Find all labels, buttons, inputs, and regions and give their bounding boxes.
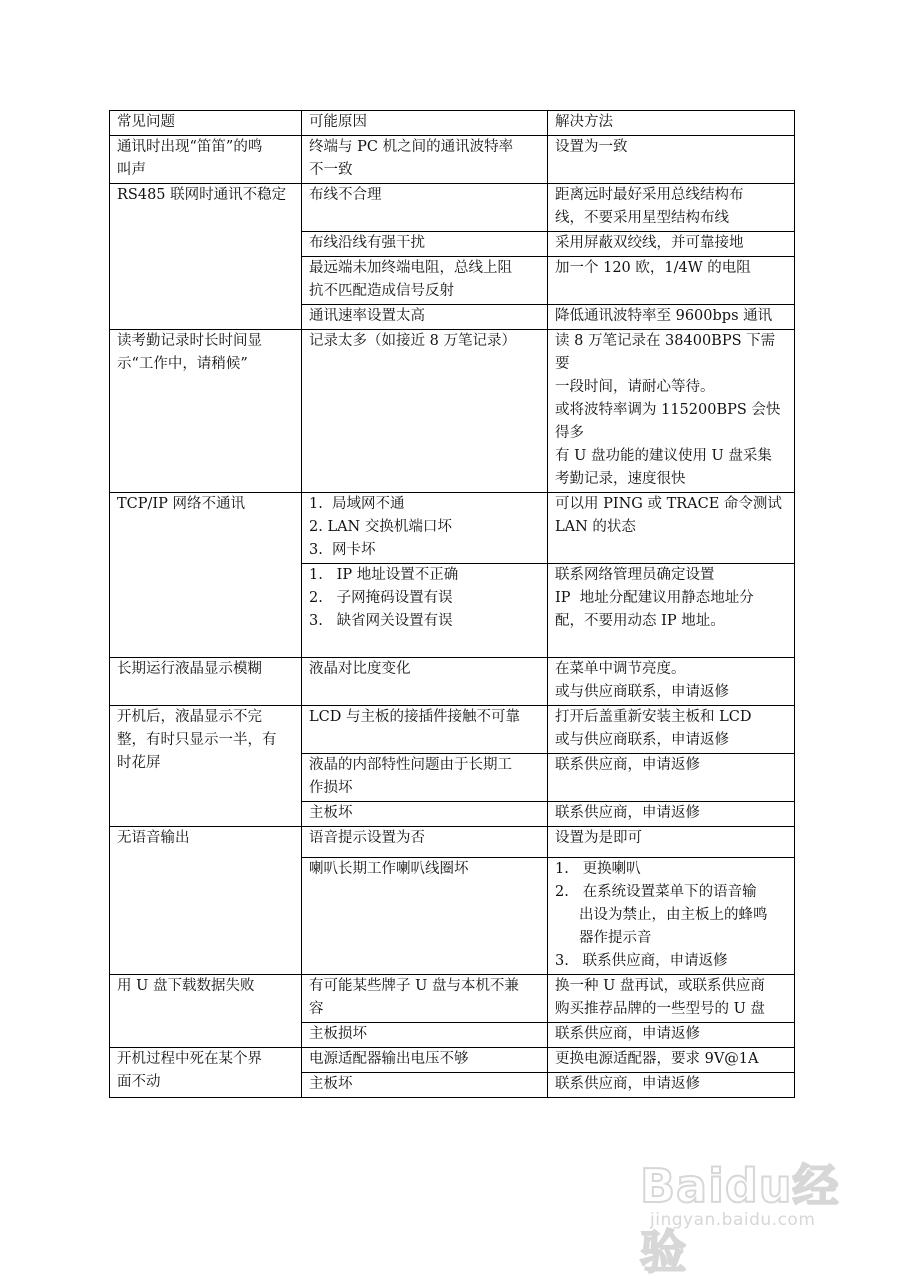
problem-text: 无语音输出 (117, 830, 190, 846)
cause-text: 不一致 (309, 162, 353, 178)
cause-cell (302, 330, 548, 493)
solution-text: 联系供应商，申请返修 (555, 1026, 700, 1042)
solution-text: 打开后盖重新安装主板和 LCD (555, 709, 752, 725)
table-row (110, 706, 795, 754)
solution-text: 读 8 万笔记录在 38400BPS 下需要 (555, 333, 776, 372)
cause-text: 主板坏 (309, 1076, 353, 1092)
table-row (110, 827, 795, 858)
solution-text: 加一个 120 欧，1/4W 的电阻 (555, 260, 751, 276)
cause-text: 1. IP 地址设置不正确 (309, 567, 459, 583)
problem-cell (110, 975, 302, 1048)
solution-text: 联系供应商，申请返修 (555, 757, 700, 773)
solution-cell (548, 1048, 795, 1073)
solution-text: 有 U 盘功能的建议使用 U 盘采集 (555, 448, 772, 464)
solution-text: 联系供应商，申请返修 (555, 1076, 700, 1092)
problem-cell (110, 136, 302, 184)
solution-text: IP 地址分配建议用静态地址分 (555, 590, 754, 606)
cause-text: 液晶对比度变化 (309, 661, 411, 677)
solution-text: 在菜单中调节亮度。 (555, 661, 686, 677)
watermark-url: jingyan.baidu.com (650, 1210, 816, 1230)
solution-cell (548, 305, 795, 330)
solution-cell (548, 136, 795, 184)
table-row (110, 330, 795, 493)
solution-cell (548, 330, 795, 493)
solution-text: 距离远时最好采用总线结构布 (555, 187, 744, 203)
cause-text: 主板坏 (309, 805, 353, 821)
cause-text: 布线沿线有强干扰 (309, 235, 425, 251)
solution-text: 联系供应商，申请返修 (555, 805, 700, 821)
cause-cell (302, 802, 548, 827)
table-row (110, 493, 795, 564)
solution-cell (548, 975, 795, 1023)
header-solution: 解决方法 (548, 111, 795, 136)
cause-text: 有可能某些牌子 U 盘与本机不兼 (309, 978, 519, 994)
cause-text: 作损坏 (309, 780, 353, 796)
solution-text: 换一种 U 盘再试，或联系供应商 (555, 978, 765, 994)
cause-text: 3. 缺省网关设置有误 (309, 613, 453, 629)
baidu-jingyan-watermark (640, 1150, 880, 1279)
solution-text: 或与供应商联系，申请返修 (555, 684, 729, 700)
table-row (110, 975, 795, 1023)
cause-text: 1. 局域网不通 (309, 496, 405, 512)
solution-cell (548, 827, 795, 858)
solution-text: 出设为禁止，由主板上的蜂鸣 (579, 907, 768, 923)
cause-cell (302, 754, 548, 802)
cause-cell (302, 1073, 548, 1098)
solution-text: 可以用 PING 或 TRACE 命令测试 (555, 496, 782, 512)
faq-table (109, 110, 795, 1098)
cause-text: 记录太多（如接近 8 万笔记录） (309, 333, 516, 349)
problem-text: 通讯时出现“笛笛”的鸣 (117, 139, 263, 155)
solution-text: 配，不要用动态 IP 地址。 (555, 613, 725, 629)
cause-cell (302, 564, 548, 658)
solution-text: 更换电源适配器，要求 9V@1A (555, 1051, 759, 1067)
solution-cell (548, 257, 795, 305)
solution-cell (548, 564, 795, 658)
watermark-logo: Baidu经验 (640, 1159, 840, 1279)
cause-cell (302, 975, 548, 1023)
solution-text: 或将波特率调为 115200BPS 会快 (555, 402, 781, 418)
problem-text: 叫声 (117, 162, 146, 178)
cause-text: 抗不匹配造成信号反射 (309, 283, 454, 299)
cause-cell (302, 658, 548, 706)
problem-text: 时花屏 (117, 755, 161, 771)
cause-text: 终端与 PC 机之间的通讯波特率 (309, 139, 514, 155)
solution-cell (548, 754, 795, 802)
cause-cell (302, 706, 548, 754)
problem-cell (110, 658, 302, 706)
problem-text: 开机过程中死在某个界 (117, 1051, 262, 1067)
solution-cell (548, 493, 795, 564)
cause-text: 3. 网卡坏 (309, 542, 376, 558)
problem-text: 读考勤记录时长时间显 (117, 333, 262, 349)
solution-text: 3. 联系供应商，申请返修 (555, 953, 728, 969)
cause-text: 通讯速率设置太高 (309, 308, 425, 324)
cause-text: 喇叭长期工作喇叭线圈坏 (309, 861, 469, 877)
problem-cell (110, 330, 302, 493)
cause-text: 液晶的内部特性问题由于长期工 (309, 757, 512, 773)
solution-text: 购买推荐品牌的一些型号的 U 盘 (555, 1001, 765, 1017)
problem-text: TCP/IP 网络不通讯 (117, 496, 246, 512)
table-row (110, 658, 795, 706)
problem-text: 开机后，液晶显示不完 (117, 709, 262, 725)
solution-cell (548, 1073, 795, 1098)
problem-text: 整，有时只显示一半，有 (117, 732, 277, 748)
solution-text: 降低通讯波特率至 9600bps 通讯 (555, 308, 773, 324)
cause-cell (302, 1048, 548, 1073)
cause-cell (302, 858, 548, 975)
cause-text: 电源适配器输出电压不够 (309, 1051, 469, 1067)
cause-cell (302, 1023, 548, 1048)
solution-text: 联系网络管理员确定设置 (555, 567, 715, 583)
problem-text: RS485 联网时通讯不稳定 (117, 187, 287, 203)
solution-cell (548, 706, 795, 754)
problem-text: 示“工作中，请稍候” (117, 356, 248, 372)
cause-text: 2. LAN 交换机端口坏 (309, 519, 452, 535)
problem-cell (110, 827, 302, 975)
solution-text: 1. 更换喇叭 (555, 861, 641, 877)
problem-cell (110, 706, 302, 827)
solution-text: 设置为一致 (555, 139, 628, 155)
solution-text: 考勤记录，速度很快 (555, 471, 686, 487)
problem-text: 用 U 盘下载数据失败 (117, 978, 255, 994)
solution-cell (548, 1023, 795, 1048)
cause-text: LCD 与主板的接插件接触不可靠 (309, 709, 520, 725)
problem-text: 长期运行液晶显示模糊 (117, 661, 262, 677)
solution-text: 或与供应商联系，申请返修 (555, 732, 729, 748)
problem-cell (110, 1048, 302, 1098)
cause-cell (302, 184, 548, 232)
solution-cell (548, 184, 795, 232)
cause-cell (302, 305, 548, 330)
solution-text: 得多 (555, 425, 584, 441)
cause-cell (302, 827, 548, 858)
table-row (110, 136, 795, 184)
cause-text: 容 (309, 1001, 324, 1017)
problem-cell (110, 493, 302, 658)
table-row (110, 1048, 795, 1073)
solution-text: 线，不要采用星型结构布线 (555, 210, 729, 226)
cause-text: 最远端未加终端电阻，总线上阻 (309, 260, 512, 276)
cause-cell (302, 493, 548, 564)
solution-cell (548, 232, 795, 257)
solution-cell (548, 858, 795, 975)
solution-text: 2. 在系统设置菜单下的语音输 (555, 884, 757, 900)
solution-cell (548, 802, 795, 827)
cause-cell (302, 136, 548, 184)
solution-text: 器作提示音 (579, 930, 652, 946)
problem-cell (110, 184, 302, 330)
problem-text: 面不动 (117, 1074, 161, 1090)
solution-text: LAN 的状态 (555, 519, 636, 535)
cause-text: 布线不合理 (309, 187, 382, 203)
header-cause: 可能原因 (302, 111, 548, 136)
header-problem: 常见问题 (110, 111, 302, 136)
cause-text: 2. 子网掩码设置有误 (309, 590, 453, 606)
cause-text: 主板损坏 (309, 1026, 367, 1042)
solution-text: 采用屏蔽双绞线，并可靠接地 (555, 235, 744, 251)
table-header-row (110, 111, 795, 136)
cause-cell (302, 232, 548, 257)
cause-text: 语音提示设置为否 (309, 830, 425, 846)
solution-text: 设置为是即可 (555, 830, 642, 846)
cause-cell (302, 257, 548, 305)
table-row (110, 184, 795, 232)
solution-text: 一段时间，请耐心等待。 (555, 379, 715, 395)
solution-cell (548, 658, 795, 706)
